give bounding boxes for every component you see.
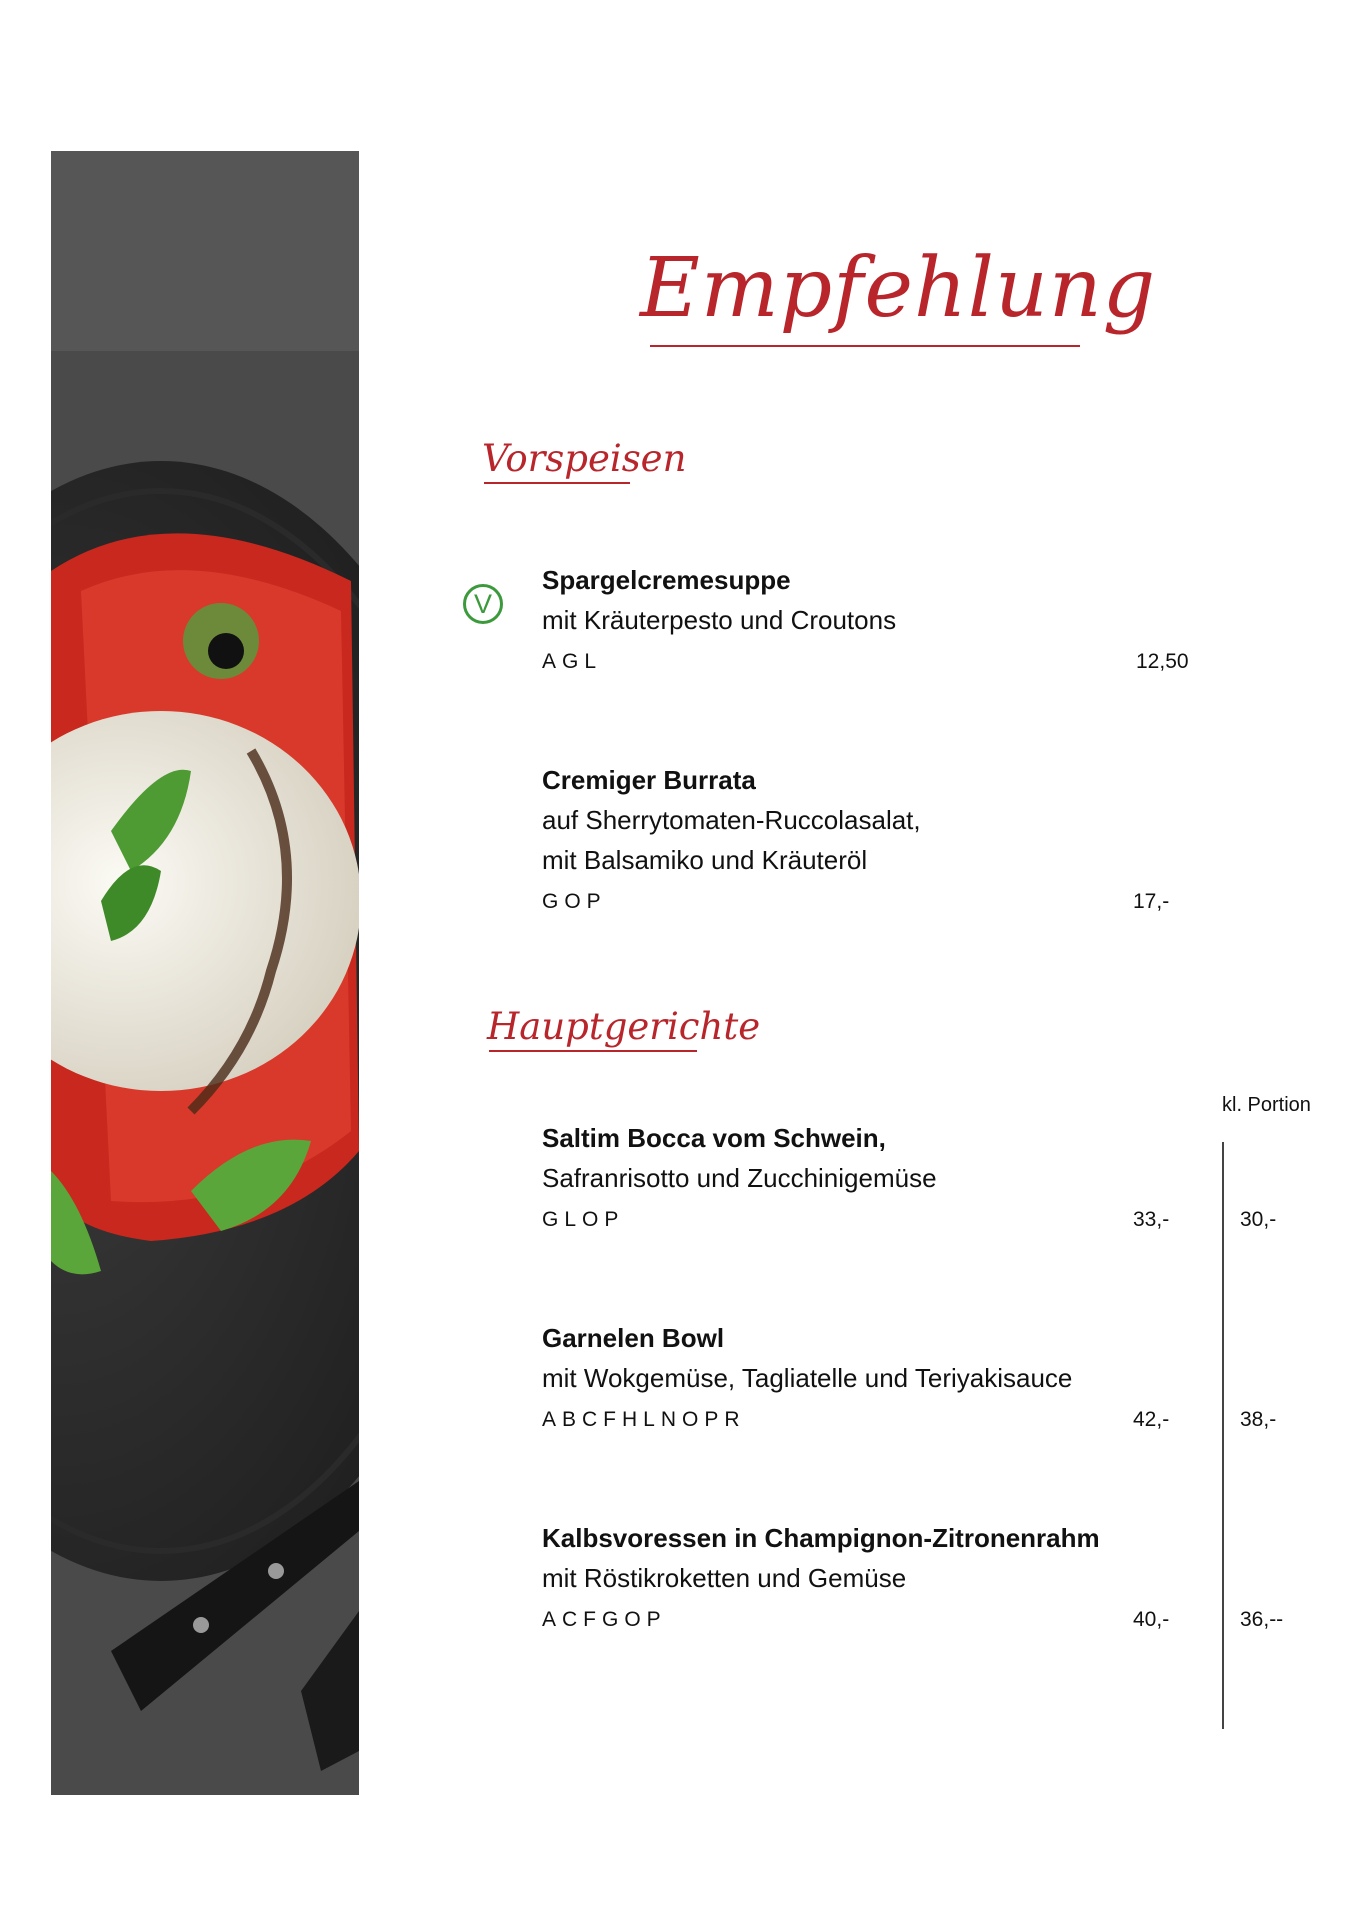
dish-allergens: GLOP [542, 1208, 625, 1231]
portion-divider [1222, 1142, 1224, 1729]
menu-item-kalbsvoressen [542, 1518, 1182, 1640]
menu-item-garnelen-bowl [542, 1318, 1182, 1440]
dish-price: 40,- [1133, 1608, 1170, 1631]
dish-name: Kalbsvoressen in Champignon-Zitronenrahm [542, 1523, 1100, 1553]
dish-allergens: ABCFHLNOPR [542, 1408, 746, 1431]
dish-price: 12,50 [1136, 650, 1189, 673]
title-underline [650, 345, 1080, 347]
dish-allergens: GOP [542, 890, 607, 913]
dish-price: 33,- [1133, 1208, 1170, 1231]
dish-description: auf Sherrytomaten-Ruccolasalat, [542, 805, 921, 835]
dish-price-small: 30,- [1240, 1208, 1277, 1231]
dish-description: mit Balsamiko und Kräuteröl [542, 845, 868, 875]
dish-name: Garnelen Bowl [542, 1323, 725, 1353]
dish-allergens: ACFGOP [542, 1608, 667, 1631]
vegetarian-icon: V [463, 584, 503, 624]
dish-price: 42,- [1133, 1408, 1170, 1431]
menu-item-saltim-bocca [542, 1118, 1182, 1240]
page-title: Empfehlung [640, 241, 1157, 336]
dish-name: Spargelcremesuppe [542, 565, 791, 595]
dish-price-small: 36,-- [1240, 1608, 1284, 1631]
dish-name: Saltim Bocca vom Schwein, [542, 1123, 886, 1153]
dish-price-small: 38,- [1240, 1408, 1277, 1431]
dish-description: mit Wokgemüse, Tagliatelle und Teriyakisauce [542, 1363, 1073, 1393]
section-underline-mains [489, 1050, 697, 1052]
menu-item-burrata [542, 760, 1182, 922]
burrata-tomato-plate-image [51, 151, 359, 1795]
dish-description: mit Röstikroketten und Gemüse [542, 1563, 907, 1593]
dish-allergens: AGL [542, 650, 603, 673]
section-heading-mains: Hauptgerichte [487, 1005, 761, 1048]
dish-name: Cremiger Burrata [542, 765, 756, 795]
dish-description: mit Kräuterpesto und Croutons [542, 605, 897, 635]
section-heading-starters: Vorspeisen [482, 437, 687, 480]
dish-price: 17,- [1133, 890, 1170, 913]
small-portion-label: kl. Portion [1222, 1094, 1311, 1116]
menu-item-spargelcremesuppe [542, 560, 1182, 682]
section-underline-starters [484, 482, 630, 484]
dish-description: Safranrisotto und Zucchinigemüse [542, 1163, 937, 1193]
